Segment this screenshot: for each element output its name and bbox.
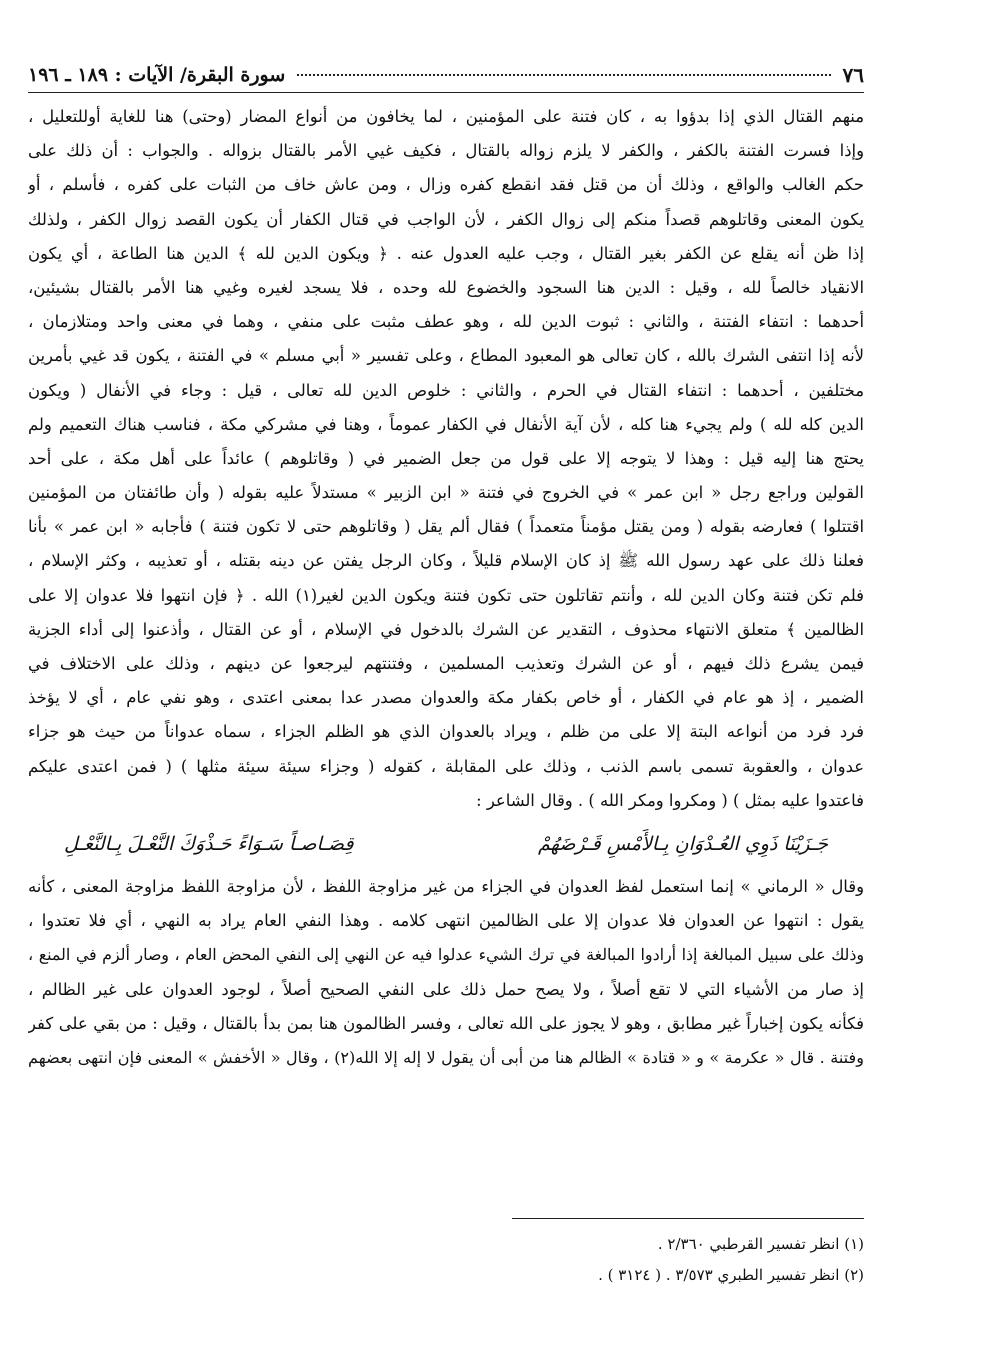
running-title: سورة البقرة/ الآيات : ١٨٩ ـ ١٩٦: [28, 64, 286, 86]
text-line: حكم الغالب والواقع ، وذلك أن من قتل فقد انقطع كفره وزال ، ومن عاش خاف من الثبات على كفره ، فأسلم ، أو: [28, 175, 864, 195]
header-dot-leader: [297, 74, 830, 76]
text-line: فكأنه يكون إخباراً غير مطابق ، وهو لا يجوز على الله تعالى ، وفسر الظالمون هنا بمن بدأ بالقتال ، وقيل : من بقي على كفر: [28, 1013, 864, 1033]
text-line: منهم القتال الذي إذا بدؤوا به ، كان فتنة على المؤمنين ، لما يخافون من أنواع المضار (وحتى) هنا للغاية أوللتعليل ،: [28, 107, 864, 126]
text-line: يكون المعنى وقاتلوهم قصداً منكم إلى زوال الكفر ، لأن الواجب في قتال الكفار أن يكون القصد زوال الكفر ، ولذلك: [28, 209, 864, 229]
text-line: أحدهما : انتفاء الفتنة ، والثاني : ثبوت الدين لله ، وهو عطف مثبت على منفي ، وهما في معنى واحد ومتلازمان ،: [28, 312, 864, 332]
text-line: وقال « الرماني » إنما استعمل لفظ العدوان في الجزاء من غير مزاوجة اللفظ ، لأن مزاوجة اللفظ مزاوجة المعنى ، كأنه: [28, 876, 864, 896]
verse-right-hemistich: جَـزَيْنَا ذَوِي العُـدْوَانِ بِـالأَمْسِ قَـرْضَهُمْ: [537, 832, 828, 855]
main-text: [28, 100, 864, 1075]
header-rule: [28, 92, 864, 93]
text-line: عدوان ، والعقوبة تسمى باسم الذنب ، وذلك على المقابلة ، كقوله ( وجزاء سيئة سيئة مثلها ) ( فمن اعتدى عليكم: [28, 756, 864, 776]
text-line: مختلفين ، أحدهما : انتفاء القتال في الحرم ، والثاني : خلوص الدين لله تعالى ، قيل : وجاء في الأنفال ( ويكون: [28, 380, 864, 400]
page-header: [28, 58, 864, 92]
text-line: وإذا فسرت الفتنة بالكفر ، والكفر لا يلزم زواله بالقتال ، فكيف غيي الأمر بالقتال بزواله . والجواب : أن ذلك على: [28, 141, 864, 161]
text-line: الدين كله لله ) ولم يجيء هنا كله ، لأن آية الأنفال في الكفار عموماً ، وهنا في مشركي مكة ، فناسب هناك التعميم ولم: [28, 414, 864, 434]
footnote-rule: [512, 1218, 864, 1219]
text-line: إذا ظن أنه يقلع عن الكفر بغير القتال ، وجب عليه العدول عنه . ﴿ ويكون الدين لله ﴾ الدين هنا الطاعة ، أي يكون: [28, 243, 864, 263]
text-line: القولين وراجع رجل « ابن عمر » في الخروج في فتنة « ابن الزبير » مستدلاً عليه بقوله ( وأن طائفتان من المؤمنين: [28, 483, 864, 503]
text-line: إذ صار من الأشياء التي لا تقع أصلاً ، ولا يصح حمل ذلك على النفي الصحيح أصلاً ، لوجود العدوان على غير الظالم ،: [28, 979, 864, 999]
text-line: فيمن يشرع ذلك فيهم ، أو عن الشرك وتعذيب المسلمين ، وفتنتهم ليرجعوا عن دينهم ، وذلك على الاختلاف في: [28, 654, 864, 673]
footnote: (١) انظر تفسير القرطبي ٢/٣٦٠ .: [657, 1235, 864, 1253]
text-line: فلم تكن فتنة وكان الدين لله ، وأنتم تقاتلون حتى تكون فتنة ويكون الدين لغير(١) الله . ﴿ فإن انتهوا فلا عدوان إلا على: [28, 585, 864, 605]
text-line: يقول : انتهوا عن العدوان فلا عدوان إلا على الظالمين انتهى كلامه . وهذا النفي العام يراد به النهي ، أي فلا تعتدوا ،: [28, 911, 864, 931]
footnote: (٢) انظر تفسير الطبري ٣/٥٧٣ . ( ٣١٢٤ ) .: [598, 1266, 864, 1284]
page-number: ٧٦: [842, 63, 864, 87]
text-line: الانقياد خالصاً لله ، وقيل : الدين هنا السجود والخضوع لله وحده ، فلا يسجد لغيره وغيي هنا الأمر بالقتال بشيئين،: [28, 277, 864, 297]
footnotes: [28, 1229, 864, 1291]
text-line: اقتتلوا ) فعارضه بقوله ( ومن يقتل مؤمناً متعمداً ) فقال ألم يقل ( وقاتلوهم حتى لا تكون فتنة ) فأجابه « ابن عمر » بأنا: [28, 517, 864, 537]
verse-left-hemistich: قِصَـاصـاً سَـوَاءً حَـذْوَكَ النَّعْـلَ بِـالنَّعْـلِ: [64, 832, 354, 855]
text-line: يحتج هنا إليه قيل : وهذا لا يتوجه إلا على قول من جعل الضمير في ( وقاتلوهم ) عائداً على أهل مكة ، على أحد: [28, 448, 864, 468]
text-line: فرد فرد من أنواعه البتة إلا على من ظلم ، ويراد بالعدوان الذي هو الظلم الجزاء ، سماه عدواناً من حيث هو جزاء: [28, 722, 864, 742]
poetry-verse: [28, 818, 864, 870]
text-line: وذلك على سبيل المبالغة إذا أرادوا المبالغة في ترك الشيء عدلوا فيه عن النهي إلى النفي المحض العام ، وصار ألزم في المنع ،: [28, 945, 864, 965]
text-line: فعلنا ذلك على عهد رسول الله ﷺ إذ كان الإسلام قليلاً ، وكان الرجل يفتن عن دينه بقتله ، أو تعذيبه ، وكثر الإسلام ،: [28, 551, 864, 571]
text-line: الضمير ، إذ هو عام في الكفار ، أو خاص بكفار مكة والعدوان مصدر عدا بمعنى اعتدى ، وهو نفي عام ، أي لا يؤخذ: [28, 688, 864, 708]
text-line: وفتنة . قال « عكرمة » و « قتادة » الظالم هنا من أبى أن يقول لا إله إلا الله(٢) ، وقال « الأخفش » المعنى فإن انتهى بعضهم: [28, 1047, 864, 1067]
text-line: فاعتدوا عليه بمثل ) ( ومكروا ومكر الله ) . وقال الشاعر :: [476, 790, 864, 810]
text-line: الظالمين ﴾ متعلق الانتهاء محذوف ، التقدير عن الشرك بالدخول في الإسلام ، أو عن القتال ، وأذعنوا إلى أداء الجزية: [28, 619, 864, 639]
text-line: لأنه إذا انتفى الشرك بالله ، كان تعالى هو المعبود المطاع ، وعلى تفسير « أبي مسلم » في الفتنة ، يكون قد غيي بأمرين: [28, 346, 864, 366]
